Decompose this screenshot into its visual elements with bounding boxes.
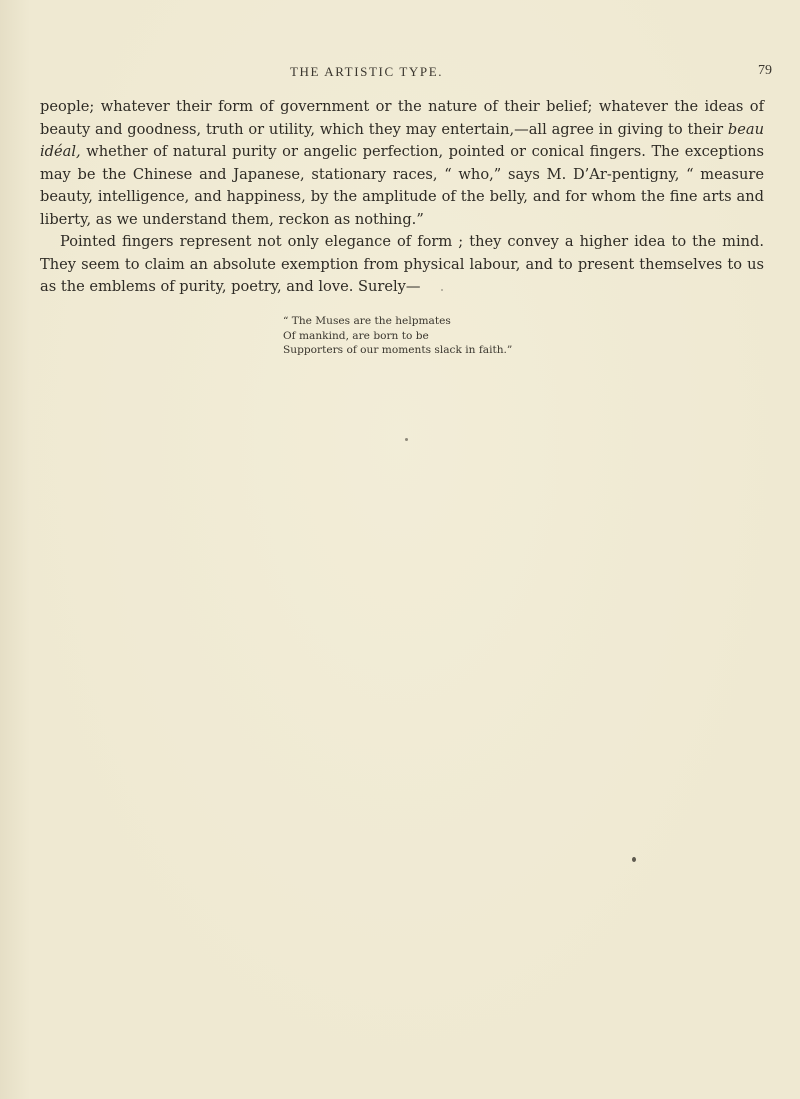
running-title: THE ARTISTIC TYPE. [290,64,444,79]
paragraph-1 [40,96,764,231]
paragraph-2: Pointed fingers represent not only elegance of form ; they convey a higher idea to the mind. They seem to claim an absolute exemption from physical labour, and to present themselves to us as the emblems of purity, poetry, and love. Surely— [40,233,764,295]
paragraph-1-text-after: whether of natural purity or angelic perfection, pointed or conical fingers. The exceptions may be the Chinese and Japanese, stationary races, “ who,” says M. D’Ar-pentigny, “ measure beauty, intelligence, and happiness, by the amplitude of the belly, and for whom the fine arts and liberty, as we understand them, reckon as nothing.” [40,143,764,228]
paragraph-1-italic-phrase: beau idéal, [40,120,764,160]
paragraph-1-text-before: people; whatever their form of government or the nature of their belief; whatever the ideas of beauty and goodness, truth or utility, which they may entertain,—all agree in giving to their [40,98,764,138]
body-text [40,96,764,299]
running-head [0,64,800,84]
ink-speck [441,289,443,291]
verse-line: Supporters of our moments slack in faith.” [283,344,513,357]
verse-line: Of mankind, are born to be [283,329,429,342]
page-number: 79 [758,63,772,78]
ink-speck [405,438,408,441]
verse-line: “ The Muses are the helpmates [283,315,451,327]
verse-quotation [283,314,512,358]
ink-speck [632,857,636,862]
